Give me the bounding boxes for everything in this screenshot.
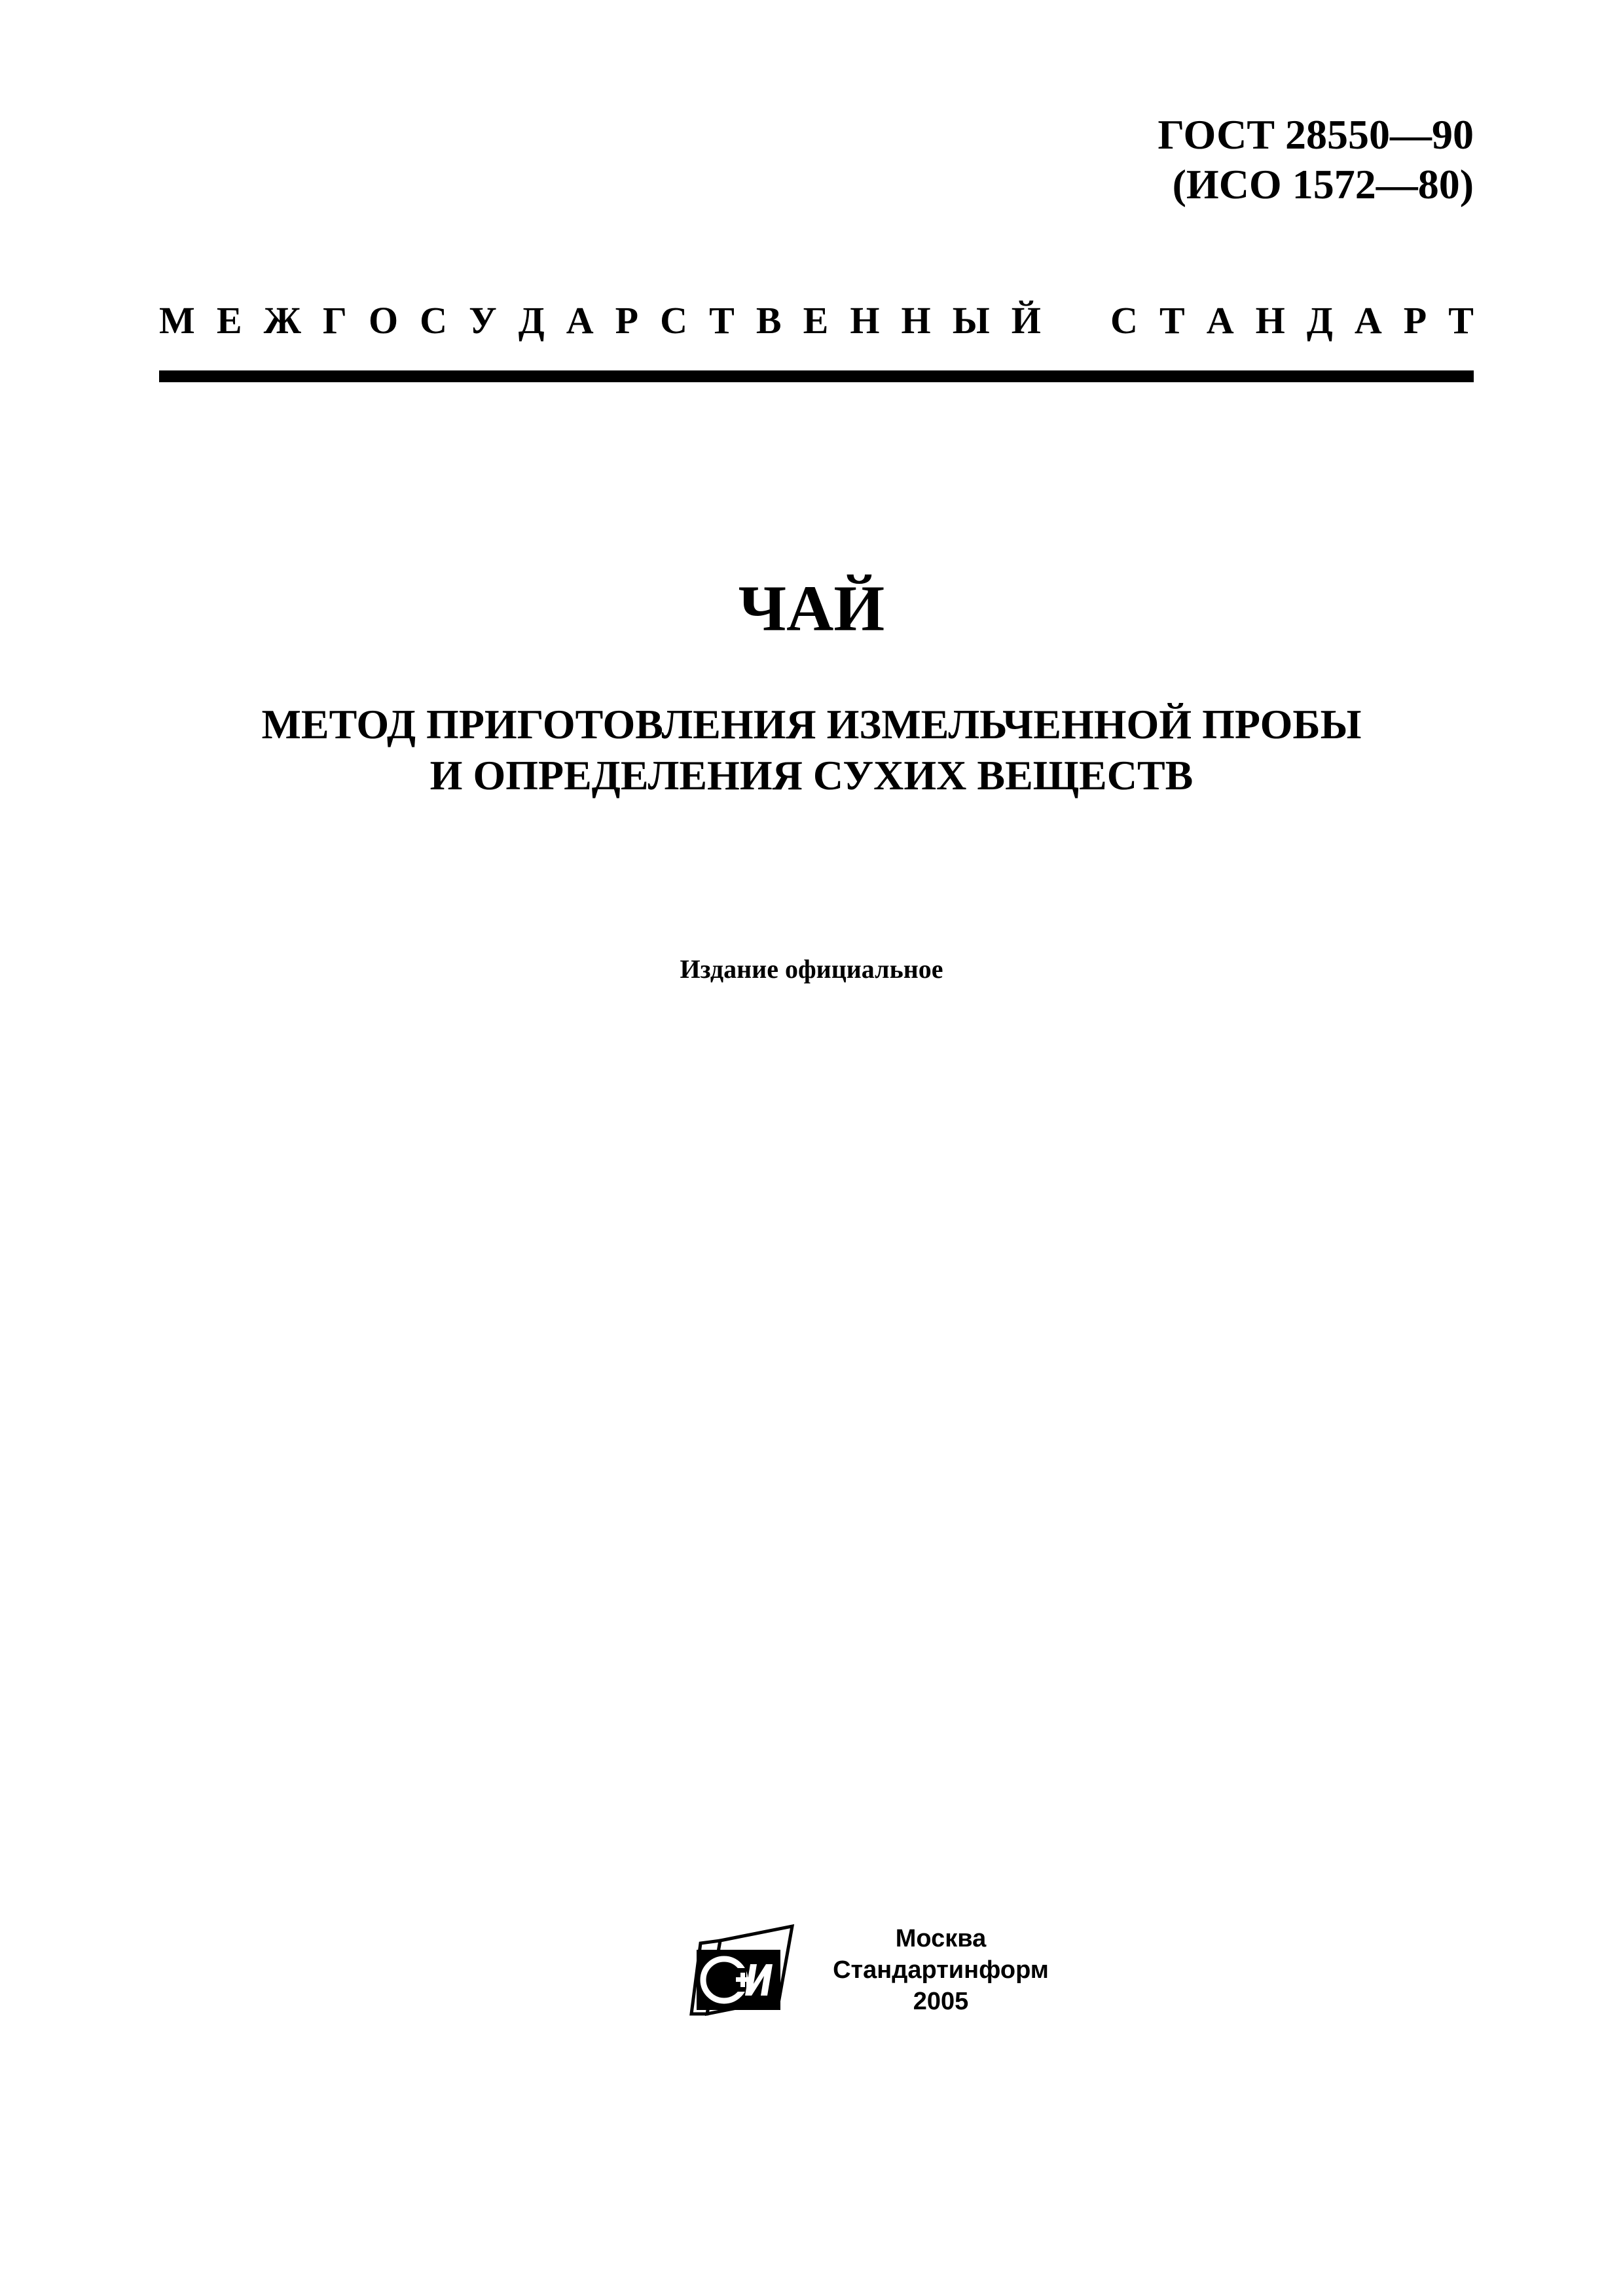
standard-type-letter: Д (1306, 299, 1333, 342)
standard-type-letter: Ы (952, 299, 990, 342)
standard-type-letter: Й (1011, 299, 1041, 342)
publisher-block (687, 1921, 1049, 2019)
standard-type-letter: Д (518, 299, 545, 342)
standard-type-letter: Р (615, 299, 639, 342)
standard-type-heading (159, 298, 1474, 344)
standard-type-letter: Е (803, 299, 829, 342)
standard-type-letter: Н (1255, 299, 1285, 342)
standard-type-letter: Е (216, 299, 242, 342)
standard-type-letter: У (469, 299, 497, 342)
publisher-name: Стандартинформ (833, 1956, 1049, 1984)
publisher-city: Москва (895, 1925, 987, 1952)
designation-gost: ГОСТ 28550—90 (1158, 111, 1474, 158)
standard-type-letter: С (420, 299, 448, 342)
standard-type-letter: Т (1448, 299, 1474, 342)
document-title: ЧАЙ (738, 572, 885, 645)
publisher-year: 2005 (913, 1988, 969, 2015)
edition-note: Издание официальное (680, 954, 943, 984)
standard-type-letter: Т (1159, 299, 1185, 342)
subtitle-line-1: МЕТОД ПРИГОТОВЛЕНИЯ ИЗМЕЛЬЧЕННОЙ ПРОБЫ (261, 701, 1362, 747)
standard-type-letter: С (660, 299, 688, 342)
standard-type-letter: Р (1403, 299, 1427, 342)
standard-type-letter: Н (850, 299, 880, 342)
subtitle-line-2: И ОПРЕДЕЛЕНИЯ СУХИХ ВЕЩЕСТВ (429, 752, 1194, 798)
standard-designation (1158, 110, 1474, 209)
standard-type-letter: С (1110, 299, 1138, 342)
publisher-info (833, 1923, 1049, 2017)
header-rule (159, 370, 1474, 382)
standard-type-letter: Т (709, 299, 735, 342)
standard-type-letter: О (368, 299, 399, 342)
designation-iso: (ИСО 1572—80) (1172, 161, 1474, 207)
standard-type-letter: А (1206, 299, 1234, 342)
standard-type-letter: А (566, 299, 594, 342)
standartinform-logo-icon (687, 1921, 799, 2019)
standard-type-letter: Н (901, 299, 931, 342)
standard-type-letter: Ж (263, 299, 301, 342)
standard-type-letter: Г (322, 299, 347, 342)
word-gap (1063, 298, 1089, 344)
document-subtitle (0, 699, 1623, 801)
standard-type-letter: М (159, 299, 195, 342)
standard-type-letter: А (1354, 299, 1382, 342)
standard-type-letter: В (756, 299, 782, 342)
